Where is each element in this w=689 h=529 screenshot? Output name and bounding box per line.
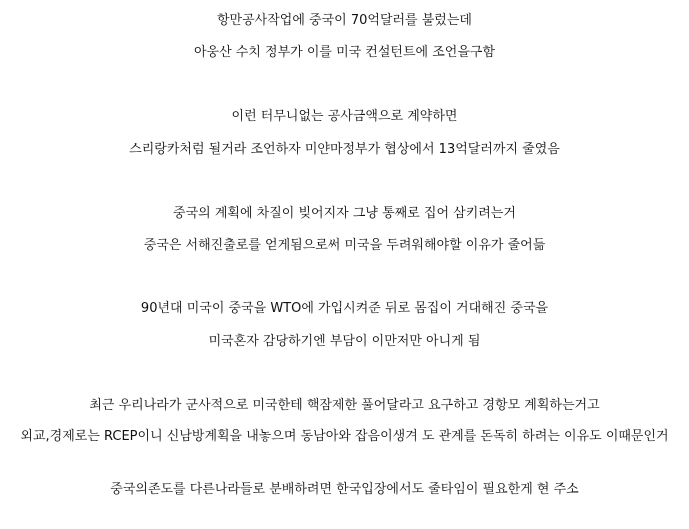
text-line: 스리랑카처럼 될거라 조언하자 미얀마정부가 협상에서 13억달러까지 줄였음	[129, 142, 560, 157]
text-line: 미국혼자 감당하기엔 부담이 이만저만 아니게 됨	[208, 334, 481, 349]
text-line: 최근 우리나라가 군사적으로 미국한테 핵잠제한 풀어달라고 요구하고 경항모 계획하는거고	[89, 398, 600, 413]
text-line: 90년대 미국이 중국을 WTO에 가입시켜준 뒤로 몸집이 거대해진 중국을	[140, 301, 549, 316]
text-line: 중국의 계획에 차질이 빚어지자 그냥 통째로 집어 삼키려는거	[173, 206, 516, 221]
text-line: 항만공사작업에 중국이 70억달러를 불렀는데	[217, 13, 472, 28]
text-line: 중국은 서해진출로를 얻게됨으로써 미국을 두려워해야할 이유가 줄어듦	[143, 238, 546, 253]
text-line: 중국의존도를 다른나라들로 분배하려면 한국입장에서도 줄타임이 필요한게 현 주소	[110, 482, 579, 497]
text-line: 외교,경제로는 RCEP이니 신남방계획을 내놓으며 동남아와 잡음이생겨 도 관계를 돈독히 하려는 이유도 이때문인거	[20, 429, 669, 444]
text-line: 아웅산 수치 정부가 이를 미국 컨설턴트에 조언을구함	[193, 45, 496, 60]
text-line: 이런 터무니없는 공사금액으로 계약하면	[231, 109, 458, 124]
